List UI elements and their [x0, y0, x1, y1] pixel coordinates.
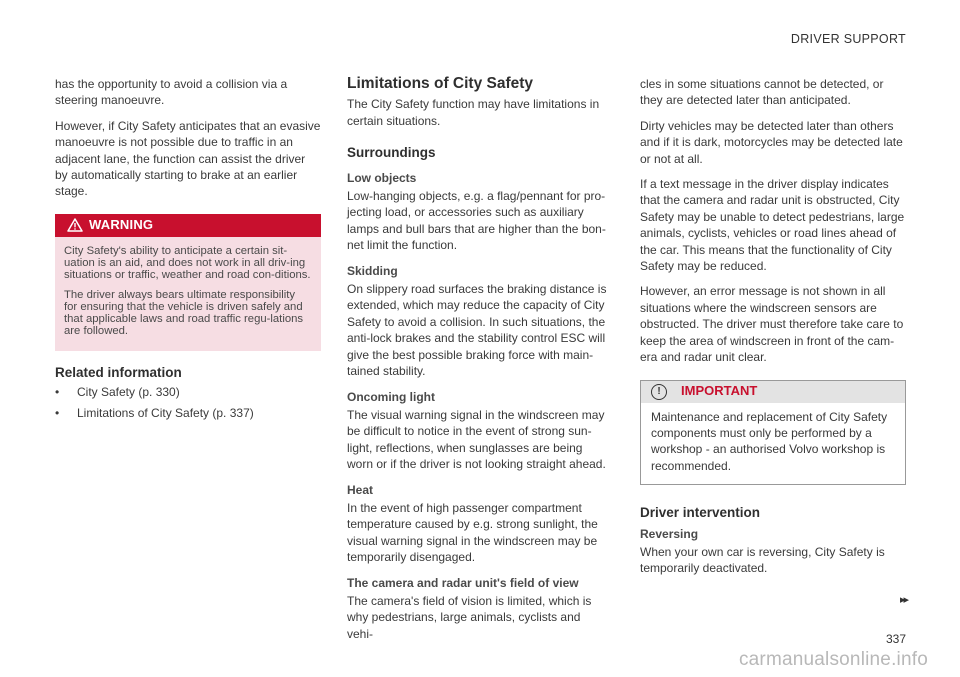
important-exclamation-icon: !	[651, 384, 667, 400]
paragraph: On slippery road surfaces the braking distance is extended, which may reduce the capacity of City Safety to avoid a collision. In such situations, the anti-lock brakes and the stability control ESC will give the best possible braking force with main-tained stability.	[347, 282, 607, 379]
column-right	[640, 76, 906, 586]
important-header	[641, 381, 905, 403]
column-middle	[347, 76, 609, 651]
warning-box	[55, 214, 321, 351]
warning-triangle-icon	[67, 218, 83, 232]
page-number: 337	[885, 632, 906, 646]
related-link[interactable]: Limitations of City Safety (p. 337)	[77, 405, 254, 420]
list-item[interactable]	[55, 405, 321, 421]
important-box	[640, 380, 906, 486]
paragraph: The visual warning signal in the windscreen may be difficult to notice in the event of strong sun-light, reflections, when sunglasses are being worn or if the driver is not looking straight ahead.	[347, 407, 606, 472]
paragraph: Dirty vehicles may be detected later than others and if it is dark, motorcycles may be detected late or not at all.	[640, 118, 903, 166]
next-page-arrows-icon[interactable]: ▸▸	[899, 594, 907, 606]
bullet: •	[55, 405, 60, 420]
warning-title: WARNING	[89, 217, 154, 233]
reversing-heading: Reversing	[640, 526, 699, 541]
paragraph: If a text message in the driver display indicates that the camera and radar unit is obstructed, City Safety may be unable to detect pedestrians, large animals, cyclists, vehicles or road lines ahead of the car. This means that the functionality of City Safety may be reduced.	[640, 177, 905, 274]
important-text: Maintenance and replacement of City Safety components must only be performed by a workshop - an authorised Volvo workshop is recommended.	[651, 409, 888, 473]
low-objects-heading: Low objects	[347, 170, 417, 185]
skidding-heading: Skidding	[347, 263, 398, 278]
driver-intervention-heading: Driver intervention	[640, 505, 761, 521]
oncoming-light-heading: Oncoming light	[347, 389, 435, 404]
related-link[interactable]: City Safety (p. 330)	[77, 385, 180, 400]
field-of-view-heading: The camera and radar unit's field of view	[347, 575, 579, 590]
bullet: •	[55, 385, 60, 400]
paragraph: In the event of high passenger compartment temperature caused by e.g. strong sunlight, the visual warning signal in the windscreen may be temporarily disengaged.	[347, 500, 598, 565]
related-information-heading: Related information	[55, 364, 182, 380]
paragraph: The camera's field of vision is limited, which is why pedestrians, large animals, cyclists and vehi-	[347, 593, 592, 641]
warning-text: The driver always bears ultimate responsibility for ensuring that the vehicle is driven safely and that applicable laws and road traffic regu-lations are followed.	[64, 288, 304, 337]
related-information-list	[55, 384, 321, 421]
paragraph: However, if City Safety anticipates that an evasive manoeuvre is not possible due to traffic in an adjacent lane, the function can assist the driver by automatically starting to brake at an earlier stage.	[55, 118, 321, 199]
heat-heading: Heat	[347, 482, 374, 497]
warning-header	[55, 214, 321, 237]
paragraph: Low-hanging objects, e.g. a flag/pennant for pro-jecting load, or accessories such as auxiliary lamps and bull bars that are higher than the bon-net limit the function.	[347, 189, 606, 253]
important-title: IMPORTANT	[681, 383, 758, 399]
paragraph: However, an error message is not shown in all situations where the windscreen sensors are obstructed. The driver must therefore take care to keep the area of windscreen in front of the cam-era and radar unit clear.	[640, 284, 904, 365]
watermark: carmanualsonline.info	[738, 649, 928, 670]
section-title: DRIVER SUPPORT	[790, 32, 906, 46]
warning-body	[55, 237, 321, 351]
list-item[interactable]	[55, 384, 321, 400]
surroundings-heading: Surroundings	[347, 145, 436, 161]
warning-text: City Safety's ability to anticipate a certain sit-uation is an aid, and does not work in all driv-ing situations or traffic, weather and road con-ditions.	[64, 244, 311, 281]
paragraph: When your own car is reversing, City Safety is temporarily deactivated.	[640, 544, 885, 576]
column-left	[55, 76, 321, 425]
lead-paragraph: The City Safety function may have limitations in certain situations.	[347, 97, 600, 128]
paragraph: cles in some situations cannot be detected, or they are detected later than anticipated.	[640, 77, 884, 108]
paragraph: has the opportunity to avoid a collision via a steering manoeuvre.	[55, 77, 288, 108]
page-title: Limitations of City Safety	[347, 75, 534, 92]
